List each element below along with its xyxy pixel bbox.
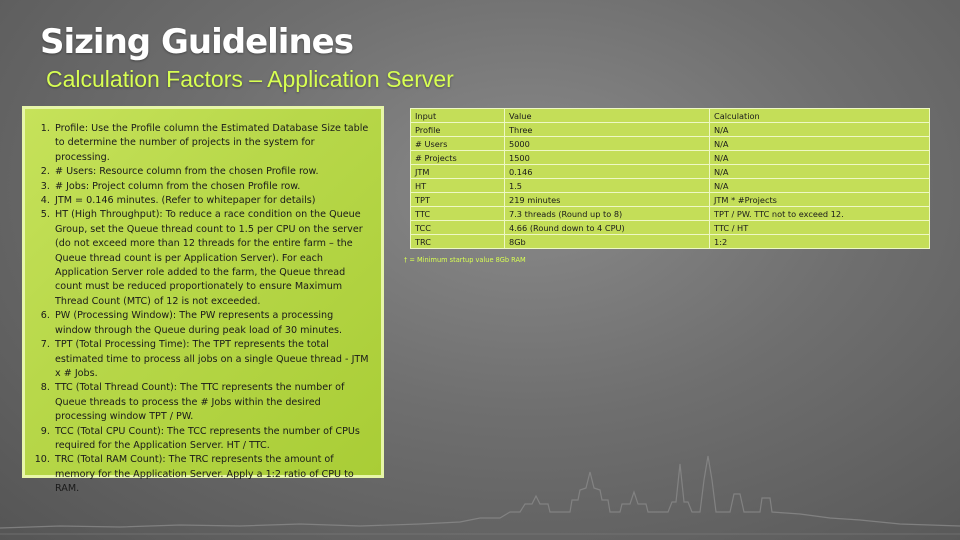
list-item: 1. Profile: Use the Profile column the Estimated Database Size table to determine the number of projects in the system for processing.: [53, 122, 371, 165]
table-footnote: † = Minimum startup value 8Gb RAM: [404, 256, 526, 264]
table-cell: # Users: [411, 137, 505, 151]
table-cell: 7.3 threads (Round up to 8): [505, 207, 710, 221]
table-cell: TCC: [411, 221, 505, 235]
table-cell: TTC: [411, 207, 505, 221]
table-cell: N/A: [710, 179, 930, 193]
header-cell: Input: [411, 109, 505, 123]
page-subtitle: Calculation Factors – Application Server: [46, 66, 454, 92]
table-row: [411, 207, 930, 221]
list-item: 10. TRC (Total RAM Count): The TRC represents the amount of memory for the Application Server. Apply a 1:2 ratio of CPU to RAM.: [53, 453, 371, 496]
table-cell: Three: [505, 123, 710, 137]
list-item: 2. # Users: Resource column from the chosen Profile row.: [53, 165, 371, 179]
table-cell: 219 minutes: [505, 193, 710, 207]
table-row: [411, 151, 930, 165]
table-cell: # Projects: [411, 151, 505, 165]
table-cell: 0.146: [505, 165, 710, 179]
table-cell: Profile: [411, 123, 505, 137]
list-item: 5. HT (High Throughput): To reduce a race condition on the Queue Group, set the Queue thread count to 1.5 per CPU on the server (do not exceed more than 12 threads for the entire farm – the Queue thread count is per Application Server). For each Application Server role added to the farm, the Queue thread count must be reduced proportionately to ensure Maximum Thread Count (MTC) of 12 is not exceeded.: [53, 208, 371, 309]
table-cell: TPT: [411, 193, 505, 207]
calculation-table-wrapper: [410, 108, 929, 249]
list-item: 8. TTC (Total Thread Count): The TTC represents the number of Queue threads to process the # Jobs within the desired processing window TPT / PW.: [53, 381, 371, 424]
table-cell: 4.66 (Round down to 4 CPU): [505, 221, 710, 235]
table-row: [411, 235, 930, 249]
table-cell: TTC / HT: [710, 221, 930, 235]
table-cell: 1500: [505, 151, 710, 165]
city-skyline-decoration: [0, 400, 960, 540]
list-item: 9. TCC (Total CPU Count): The TCC represents the number of CPUs required for the Application Server. HT / TTC.: [53, 425, 371, 454]
header-cell: Calculation: [710, 109, 930, 123]
table-cell: 5000: [505, 137, 710, 151]
table-header-row: [411, 109, 930, 123]
table-cell: 1.5: [505, 179, 710, 193]
table-cell: 1:2: [710, 235, 930, 249]
table-cell: HT: [411, 179, 505, 193]
header-cell: Value: [505, 109, 710, 123]
table-cell: JTM * #Projects: [710, 193, 930, 207]
list-item: 3. # Jobs: Project column from the chosen Profile row.: [53, 180, 371, 194]
table-cell: TPT / PW. TTC not to exceed 12.: [710, 207, 930, 221]
table-cell: N/A: [710, 151, 930, 165]
table-cell: N/A: [710, 137, 930, 151]
list-item: 7. TPT (Total Processing Time): The TPT represents the total estimated time to process all jobs on a single Queue thread - JTM x # Jobs.: [53, 338, 371, 381]
page-title: Sizing Guidelines: [40, 22, 353, 62]
table-cell: N/A: [710, 123, 930, 137]
list-item: 6. PW (Processing Window): The PW represents a processing window through the Queue during peak load of 30 minutes.: [53, 309, 371, 338]
list-item: 4. JTM = 0.146 minutes. (Refer to whitepaper for details): [53, 194, 371, 208]
table-row: [411, 123, 930, 137]
table-row: [411, 179, 930, 193]
table-cell: JTM: [411, 165, 505, 179]
table-row: [411, 165, 930, 179]
calculation-table: [410, 108, 930, 249]
table-cell: TRC: [411, 235, 505, 249]
table-cell: 8Gb: [505, 235, 710, 249]
table-row: [411, 193, 930, 207]
table-cell: N/A: [710, 165, 930, 179]
skyline-silhouette: [0, 456, 960, 528]
table-row: [411, 137, 930, 151]
table-row: [411, 221, 930, 235]
